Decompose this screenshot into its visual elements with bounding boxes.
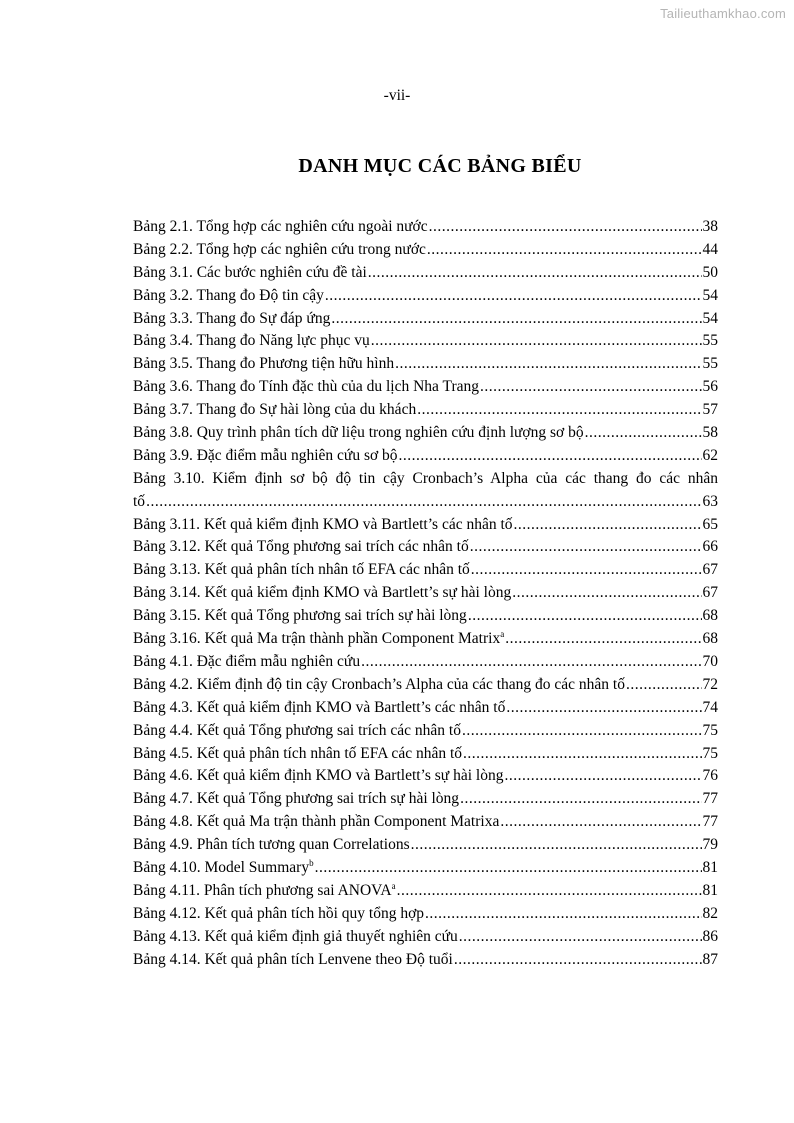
toc-entry-page-number: 82 — [702, 904, 718, 922]
toc-entry-label-text: Bảng 4.6. Kết quả kiểm định KMO và Bartlett’s sự hài lòng — [133, 767, 504, 785]
toc-entry-label — [133, 559, 470, 582]
toc-entry-label-text: Bảng 4.13. Kết quả kiểm định giả thuyết nghiên cứu — [133, 927, 458, 945]
toc-dot-leader — [471, 559, 702, 582]
toc-entry-page-number: 67 — [702, 561, 718, 579]
toc-entry[interactable] — [133, 582, 718, 605]
toc-entry[interactable] — [133, 605, 718, 628]
toc-entry-label-text: Bảng 3.6. Thang đo Tính đặc thù của du lịch Nha Trang — [133, 378, 479, 396]
toc-entry-label-text: Bảng 3.9. Đặc điểm mẫu nghiên cứu sơ bộ — [133, 446, 398, 464]
toc-entry-page-number: 55 — [702, 332, 718, 350]
toc-entry-label-text: Bảng 2.1. Tổng hợp các nghiên cứu ngoài nước — [133, 218, 428, 235]
toc-entry-label — [133, 651, 360, 674]
toc-entry-label — [133, 445, 398, 468]
toc-entry[interactable] — [133, 834, 718, 857]
toc-entry-page-number: 68 — [702, 630, 718, 648]
toc-entry-label — [133, 491, 145, 514]
toc-entry-wrapped-line: Bảng 3.10. Kiểm định sơ bộ độ tin cậy Cronbach’s Alpha của các thang đo các nhân — [133, 469, 718, 487]
toc-entry-label — [133, 239, 426, 262]
toc-dot-leader — [459, 926, 702, 949]
toc-entry-label — [133, 788, 459, 811]
toc-entry-label-text: Bảng 4.10. Model Summary — [133, 858, 310, 876]
toc-dot-leader — [462, 720, 702, 743]
toc-entry[interactable] — [133, 674, 718, 697]
toc-entry-label — [133, 308, 330, 331]
toc-entry-page-number: 62 — [702, 446, 718, 464]
toc-entry[interactable] — [133, 949, 718, 972]
toc-entry-label-text: Bảng 2.2. Tổng hợp các nghiên cứu trong nước — [133, 240, 426, 258]
toc-entry-label-text: Bảng 3.13. Kết quả phân tích nhân tố EFA các nhân tố — [133, 561, 470, 579]
toc-entry-label-text: Bảng 4.9. Phân tích tương quan Correlations — [133, 836, 410, 854]
toc-entry[interactable] — [133, 765, 718, 788]
toc-entry-label-text: Bảng 3.3. Thang đo Sự đáp ứng — [133, 309, 331, 327]
toc-entry-label-text: Bảng 4.3. Kết quả kiểm định KMO và Bartlett’s các nhân tố — [133, 698, 506, 716]
toc-dot-leader — [454, 949, 702, 972]
toc-entry-label — [133, 422, 584, 445]
toc-entry-page-number: 70 — [702, 652, 718, 670]
toc-entry[interactable] — [133, 788, 718, 811]
toc-entry-label-text: Bảng 4.8. Kết quả Ma trận thành phần Component Matrixa — [133, 813, 500, 831]
toc-dot-leader — [429, 216, 702, 239]
toc-dot-leader — [480, 376, 702, 399]
toc-entry-page-number: 81 — [702, 858, 718, 876]
toc-dot-leader — [371, 330, 702, 353]
toc-entry[interactable] — [133, 903, 718, 926]
toc-entry-page-number: 81 — [702, 881, 718, 899]
toc-entry-label-text: Bảng 4.4. Kết quả Tổng phương sai trích các nhân tố — [133, 721, 461, 739]
toc-entry[interactable] — [133, 651, 718, 674]
toc-dot-leader — [331, 308, 701, 331]
toc-entry-label — [133, 514, 513, 537]
toc-entry-label — [133, 216, 428, 239]
toc-entry-label-text: Bảng 4.14. Kết quả phân tích Lenvene theo Độ tuổi — [133, 950, 453, 968]
toc-entry-label — [133, 628, 504, 651]
toc-entry-label — [133, 834, 410, 857]
toc-dot-leader — [146, 491, 701, 514]
toc-entry[interactable] — [133, 376, 718, 399]
toc-entry-page-number: 66 — [702, 538, 718, 556]
toc-entry[interactable] — [133, 697, 718, 720]
toc-dot-leader — [512, 582, 701, 605]
toc-entry[interactable] — [133, 491, 718, 514]
toc-dot-leader — [506, 697, 701, 720]
toc-entry[interactable] — [133, 330, 718, 353]
toc-entry-page-number: 68 — [702, 607, 718, 625]
toc-entry-label-text: Bảng 4.11. Phân tích phương sai ANOVA — [133, 881, 392, 899]
toc-entry-page-number: 79 — [702, 836, 718, 854]
toc-entry-page-number: 65 — [702, 515, 718, 533]
toc-dot-leader — [585, 422, 702, 445]
toc-dot-leader — [395, 353, 701, 376]
toc-entry-label — [133, 903, 424, 926]
toc-entry-page-number: 77 — [702, 813, 718, 831]
toc-entry-label — [133, 353, 394, 376]
toc-dot-leader — [500, 811, 701, 834]
toc-entry-label — [133, 926, 458, 949]
toc-entry-label-text: Bảng 3.7. Thang đo Sự hài lòng của du khách — [133, 401, 417, 419]
toc-dot-leader — [463, 743, 701, 766]
page-number: -vii- — [383, 87, 411, 104]
toc-dot-leader — [626, 674, 702, 697]
toc-dot-leader — [417, 399, 701, 422]
toc-dot-leader — [468, 605, 702, 628]
toc-entry-label — [133, 949, 453, 972]
toc-entry-superscript: b — [309, 857, 314, 868]
toc-entry[interactable] — [133, 811, 718, 834]
toc-entry[interactable] — [133, 628, 718, 651]
toc-entry-label — [133, 743, 462, 766]
toc-entry[interactable] — [133, 559, 718, 582]
toc-dot-leader — [505, 628, 701, 651]
toc-dot-leader — [315, 857, 702, 880]
toc-entry-superscript: a — [500, 629, 505, 640]
toc-entry[interactable] — [133, 536, 718, 559]
toc-entry-page-number: 54 — [702, 309, 718, 327]
toc-entry-label-text: Bảng 3.15. Kết quả Tổng phương sai trích sự hài lòng — [133, 607, 467, 625]
watermark-text: Tailieuthamkhao.com — [660, 6, 786, 21]
toc-entry[interactable] — [133, 880, 718, 903]
toc-entry-label-text: tố — [133, 492, 146, 510]
toc-entry-page-number: 75 — [702, 721, 718, 739]
toc-entry-page-number: 86 — [702, 927, 718, 945]
toc-entry-page-number: 54 — [702, 286, 718, 304]
toc-entry-label — [133, 536, 469, 559]
toc-entry-label-text: Bảng 4.5. Kết quả phân tích nhân tố EFA các nhân tố — [133, 744, 463, 762]
toc-dot-leader — [397, 880, 702, 903]
toc-dot-leader — [504, 765, 701, 788]
toc-entry-page-number: 63 — [702, 492, 718, 510]
table-of-tables-list — [133, 216, 718, 971]
toc-entry-label-text: Bảng 3.11. Kết quả kiểm định KMO và Bartlett’s các nhân tố — [133, 515, 513, 533]
toc-entry-page-number: 55 — [702, 355, 718, 373]
toc-dot-leader — [514, 514, 702, 537]
toc-entry-label — [133, 262, 367, 285]
toc-dot-leader — [399, 445, 702, 468]
toc-entry-page-number: 77 — [702, 790, 718, 808]
toc-entry[interactable] — [133, 262, 718, 285]
toc-entry-label-text: Bảng 4.1. Đặc điểm mẫu nghiên cứu — [133, 652, 361, 670]
toc-entry-page-number: 56 — [702, 378, 718, 396]
toc-entry-label — [133, 376, 479, 399]
toc-entry-label-text: Bảng 4.12. Kết quả phân tích hồi quy tổng hợp — [133, 904, 425, 922]
toc-entry-label — [133, 285, 324, 308]
toc-dot-leader — [368, 262, 702, 285]
toc-entry-label — [133, 697, 505, 720]
toc-entry[interactable] — [133, 399, 718, 422]
toc-entry[interactable] — [133, 720, 718, 743]
toc-entry-label-text: Bảng 3.12. Kết quả Tổng phương sai trích các nhân tố — [133, 538, 469, 556]
toc-dot-leader — [425, 903, 701, 926]
toc-entry[interactable] — [133, 514, 718, 537]
toc-entry-label — [133, 720, 461, 743]
toc-entry[interactable] — [133, 926, 718, 949]
toc-entry[interactable] — [133, 445, 718, 468]
toc-entry-label — [133, 880, 396, 903]
toc-entry[interactable] — [133, 239, 718, 262]
toc-entry-page-number: 87 — [702, 950, 718, 968]
toc-entry-page-number: 75 — [702, 744, 718, 762]
toc-dot-leader — [411, 834, 702, 857]
toc-entry[interactable] — [133, 422, 718, 445]
toc-dot-leader — [460, 788, 701, 811]
toc-dot-leader — [427, 239, 702, 262]
toc-entry[interactable] — [133, 857, 718, 880]
toc-entry-label — [133, 674, 625, 697]
toc-entry-label-text: Bảng 3.14. Kết quả kiểm định KMO và Bartlett’s sự hài lòng — [133, 584, 512, 602]
toc-entry-label-text: Bảng 4.7. Kết quả Tổng phương sai trích sự hài lòng — [133, 790, 460, 808]
toc-entry-page-number: 74 — [702, 698, 718, 716]
page-title: DANH MỤC CÁC BẢNG BIỂU — [298, 155, 582, 177]
toc-entry-label — [133, 605, 467, 628]
toc-dot-leader — [325, 285, 702, 308]
toc-entry-page-number: 76 — [702, 767, 718, 785]
toc-entry-label — [133, 765, 503, 788]
toc-entry-label — [133, 857, 314, 880]
toc-entry[interactable] — [133, 353, 718, 376]
toc-entry[interactable] — [133, 285, 718, 308]
toc-entry-label-text: Bảng 3.5. Thang đo Phương tiện hữu hình — [133, 355, 395, 373]
toc-entry-label-text: Bảng 3.2. Thang đo Độ tin cậy — [133, 286, 324, 304]
toc-entry-page-number: 38 — [702, 218, 718, 235]
toc-entry-page-number: 50 — [702, 263, 718, 281]
toc-dot-leader — [470, 536, 702, 559]
toc-entry-page-number: 44 — [702, 240, 718, 258]
toc-entry[interactable] — [133, 216, 718, 239]
toc-entry-label-text: Bảng 4.2. Kiểm định độ tin cậy Cronbach’s Alpha của các thang đo các nhân tố — [133, 675, 625, 693]
toc-entry-page-number: 67 — [702, 584, 718, 602]
toc-entry-label-text: Bảng 3.4. Thang đo Năng lực phục vụ — [133, 332, 370, 350]
toc-entry-page-number: 72 — [702, 675, 718, 693]
toc-entry-page-number: 57 — [702, 401, 718, 419]
toc-entry-label — [133, 582, 511, 605]
toc-entry-label — [133, 330, 370, 353]
toc-entry-label-text: Bảng 3.8. Quy trình phân tích dữ liệu trong nghiên cứu định lượng sơ bộ — [133, 424, 584, 442]
toc-entry-label-text: Bảng 3.16. Kết quả Ma trận thành phần Component Matrix — [133, 630, 501, 648]
toc-entry-label-text: Bảng 3.1. Các bước nghiên cứu đề tài — [133, 263, 367, 281]
toc-entry[interactable] — [133, 743, 718, 766]
toc-entry-label — [133, 811, 499, 834]
toc-entry[interactable] — [133, 308, 718, 331]
toc-entry-page-number: 58 — [702, 424, 718, 442]
toc-dot-leader — [361, 651, 701, 674]
toc-entry-label — [133, 399, 416, 422]
toc-entry-superscript: a — [391, 880, 396, 891]
